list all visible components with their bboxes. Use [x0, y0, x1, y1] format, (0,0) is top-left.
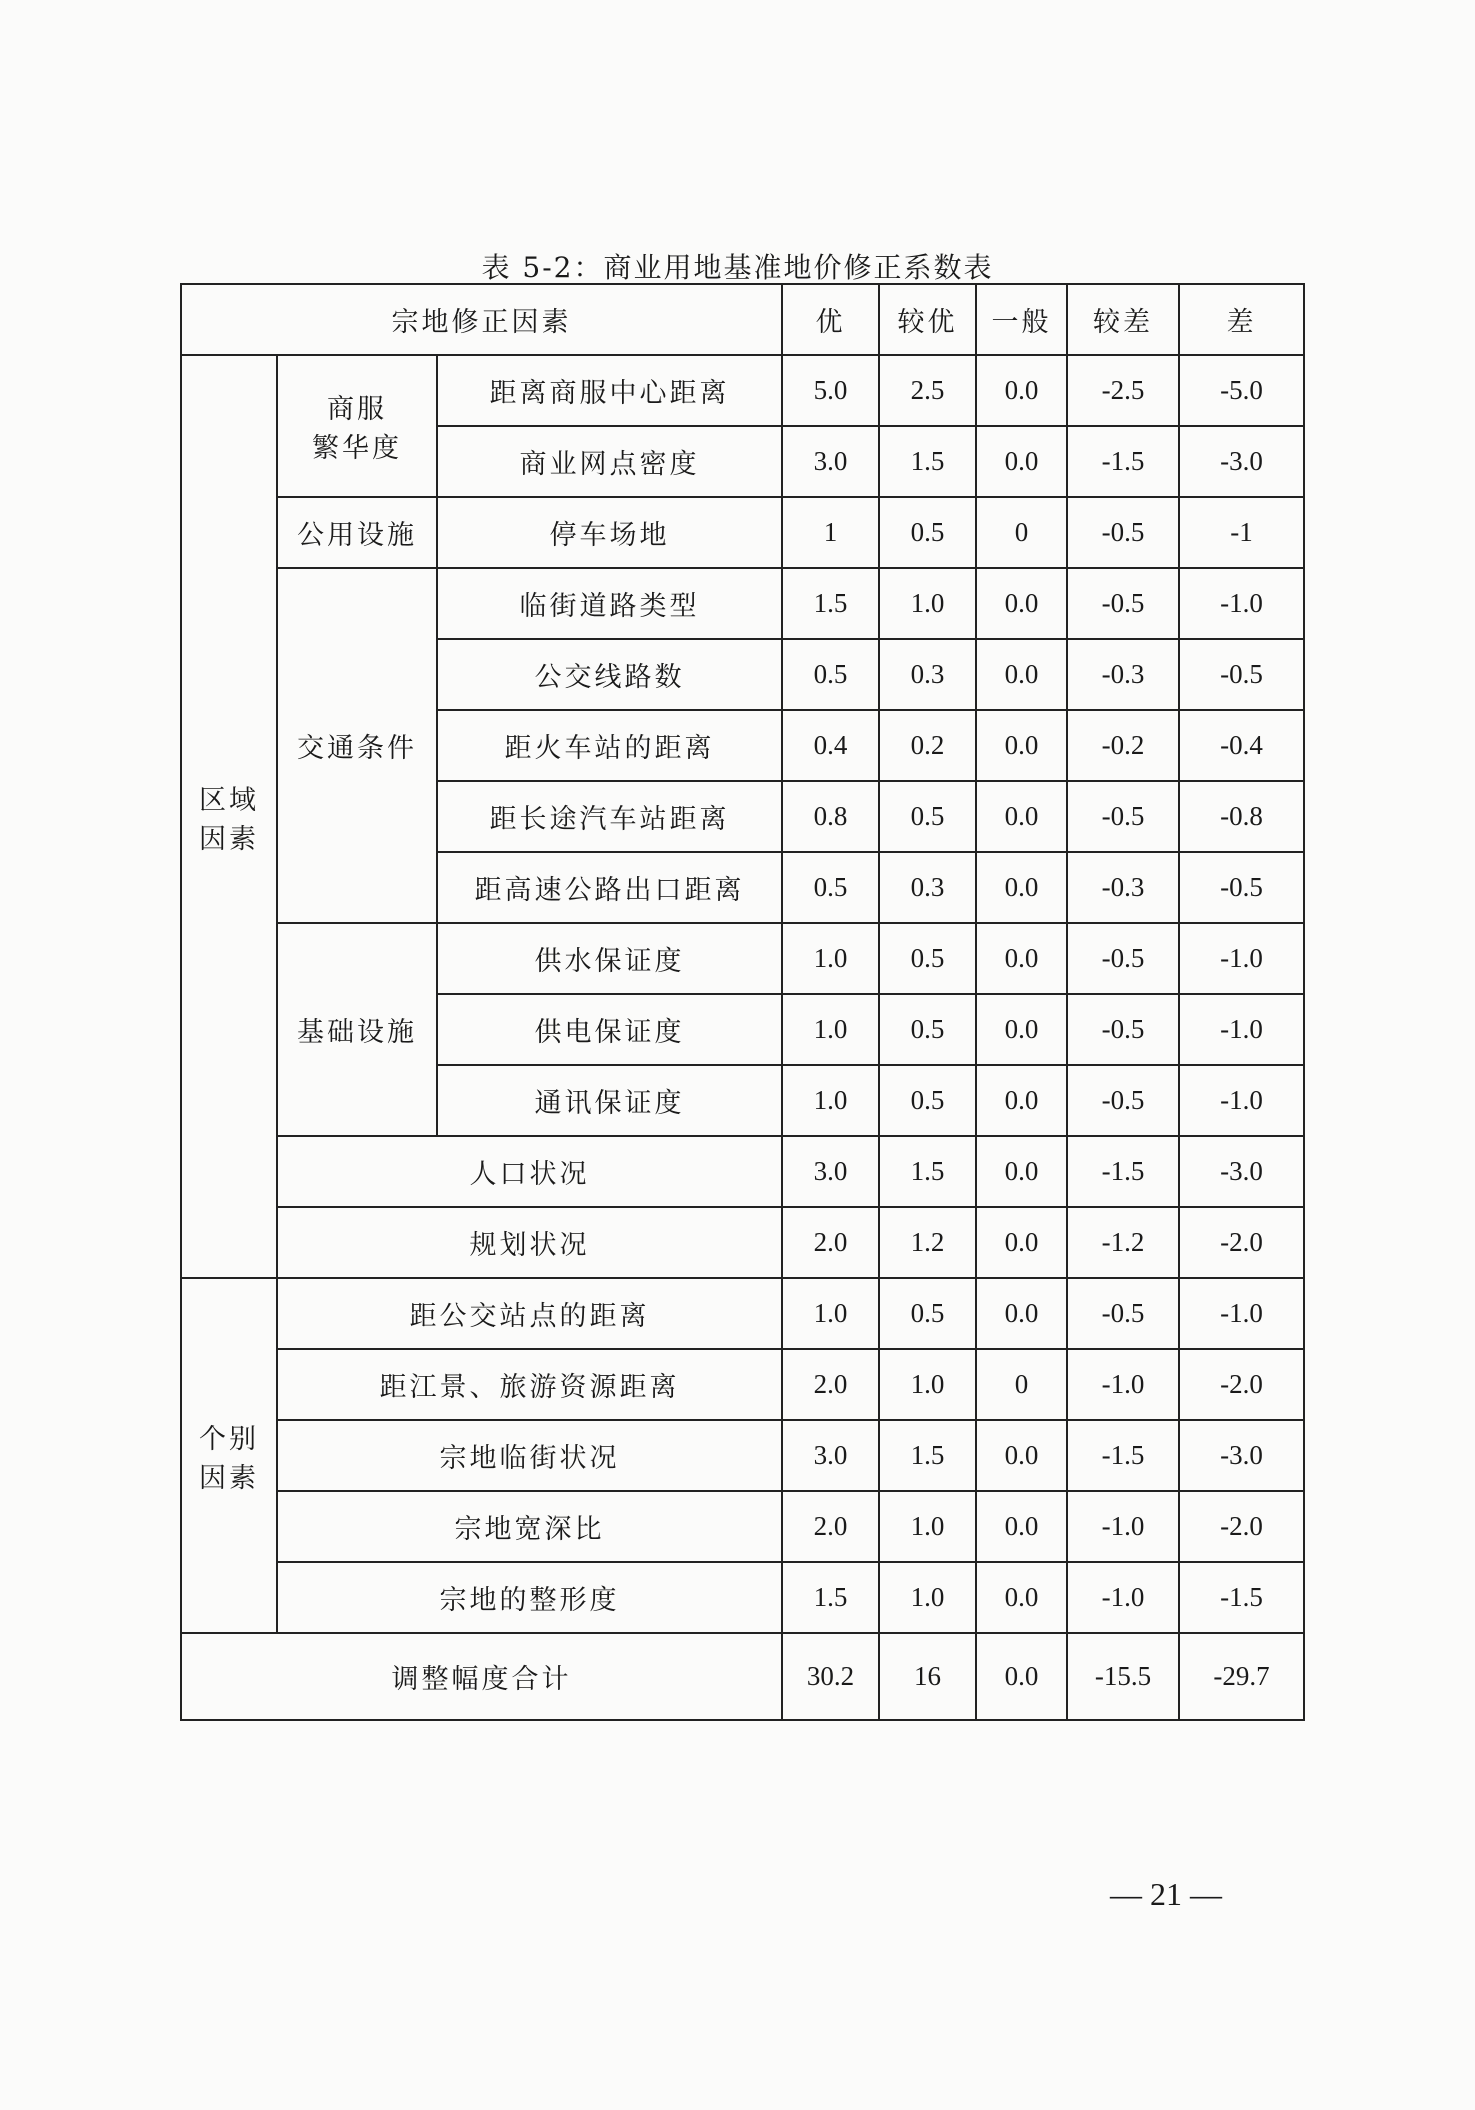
value-cell: 1.5 [879, 426, 976, 497]
value-cell: 0.0 [976, 994, 1067, 1065]
value-cell: -0.5 [1067, 923, 1179, 994]
value-cell: 0.0 [976, 1207, 1067, 1278]
header-col-2: 较优 [879, 284, 976, 355]
value-cell: -3.0 [1179, 1136, 1304, 1207]
value-cell: -1.0 [1179, 994, 1304, 1065]
value-cell: 1.5 [879, 1136, 976, 1207]
value-cell: -3.0 [1179, 426, 1304, 497]
value-cell: 0.5 [879, 1278, 976, 1349]
value-cell: 0.5 [879, 497, 976, 568]
header-col-3: 一般 [976, 284, 1067, 355]
value-cell: 0.0 [976, 1562, 1067, 1633]
value-cell: 3.0 [782, 426, 879, 497]
value-cell: -1.5 [1067, 1420, 1179, 1491]
value-cell: 1.2 [879, 1207, 976, 1278]
total-value-cell: -15.5 [1067, 1633, 1179, 1720]
value-cell: 1.5 [782, 568, 879, 639]
value-cell: -1.0 [1179, 568, 1304, 639]
value-cell: 0.0 [976, 1491, 1067, 1562]
total-value-cell: 0.0 [976, 1633, 1067, 1720]
row-label: 供水保证度 [437, 923, 782, 994]
value-cell: 0.0 [976, 1420, 1067, 1491]
table-row [181, 568, 1304, 639]
row-label: 距公交站点的距离 [277, 1278, 782, 1349]
value-cell: -2.0 [1179, 1349, 1304, 1420]
row-label: 人口状况 [277, 1136, 782, 1207]
value-cell: 1.0 [879, 1562, 976, 1633]
total-label: 调整幅度合计 [181, 1633, 782, 1720]
value-cell: 1.0 [879, 1491, 976, 1562]
value-cell: -0.8 [1179, 781, 1304, 852]
value-cell: 1.0 [782, 1065, 879, 1136]
header-col-4: 较差 [1067, 284, 1179, 355]
value-cell: -0.5 [1179, 639, 1304, 710]
table-row [181, 497, 1304, 568]
header-row [181, 284, 1304, 355]
value-cell: -0.2 [1067, 710, 1179, 781]
value-cell: -0.3 [1067, 852, 1179, 923]
value-cell: 0 [976, 497, 1067, 568]
value-cell: 0.0 [976, 710, 1067, 781]
value-cell: 1.5 [879, 1420, 976, 1491]
row-label: 供电保证度 [437, 994, 782, 1065]
group-regional: 区域 因素 [181, 355, 277, 1278]
group-individual: 个别 因素 [181, 1278, 277, 1633]
value-cell: -1.5 [1067, 1136, 1179, 1207]
page-number: — 21 — [1110, 1876, 1222, 1912]
total-value-cell: -29.7 [1179, 1633, 1304, 1720]
table-row [181, 1136, 1304, 1207]
subgroup-infra: 基础设施 [277, 923, 437, 1136]
value-cell: -0.5 [1067, 568, 1179, 639]
row-label: 距火车站的距离 [437, 710, 782, 781]
value-cell: -1.0 [1067, 1349, 1179, 1420]
value-cell: -2.0 [1179, 1491, 1304, 1562]
row-label: 距离商服中心距离 [437, 355, 782, 426]
total-row [181, 1633, 1304, 1720]
value-cell: -1.0 [1179, 1065, 1304, 1136]
value-cell: 0.2 [879, 710, 976, 781]
row-label: 停车场地 [437, 497, 782, 568]
table-caption: 表 5-2：商业用地基准地价修正系数表 [481, 251, 994, 284]
value-cell: 0.0 [976, 639, 1067, 710]
value-cell: 0 [976, 1349, 1067, 1420]
value-cell: -1 [1179, 497, 1304, 568]
value-cell: 0.0 [976, 781, 1067, 852]
value-cell: 5.0 [782, 355, 879, 426]
row-label: 距江景、旅游资源距离 [277, 1349, 782, 1420]
value-cell: -2.0 [1179, 1207, 1304, 1278]
header-col-1: 优 [782, 284, 879, 355]
value-cell: 3.0 [782, 1420, 879, 1491]
value-cell: 0.0 [976, 1278, 1067, 1349]
value-cell: -1.0 [1067, 1562, 1179, 1633]
value-cell: 0.0 [976, 1136, 1067, 1207]
value-cell: 1 [782, 497, 879, 568]
value-cell: -0.4 [1179, 710, 1304, 781]
value-cell: 0.0 [976, 355, 1067, 426]
value-cell: -0.5 [1067, 1065, 1179, 1136]
value-cell: 2.5 [879, 355, 976, 426]
row-label: 公交线路数 [437, 639, 782, 710]
table-row [181, 1207, 1304, 1278]
table-row [181, 923, 1304, 994]
subgroup-public: 公用设施 [277, 497, 437, 568]
value-cell: 0.5 [879, 923, 976, 994]
table-row [181, 1278, 1304, 1349]
header-factor: 宗地修正因素 [181, 284, 782, 355]
value-cell: 2.0 [782, 1207, 879, 1278]
value-cell: 0.3 [879, 852, 976, 923]
value-cell: 0.0 [976, 568, 1067, 639]
value-cell: -1.5 [1067, 426, 1179, 497]
value-cell: 0.5 [782, 852, 879, 923]
value-cell: -1.0 [1179, 1278, 1304, 1349]
value-cell: -1.2 [1067, 1207, 1179, 1278]
header-col-5: 差 [1179, 284, 1304, 355]
subgroup-traffic: 交通条件 [277, 568, 437, 923]
value-cell: 0.8 [782, 781, 879, 852]
table-row [181, 1349, 1304, 1420]
row-label: 宗地宽深比 [277, 1491, 782, 1562]
correction-coefficient-table [180, 283, 1305, 1721]
value-cell: 1.0 [879, 1349, 976, 1420]
value-cell: 0.5 [879, 1065, 976, 1136]
value-cell: 0.5 [782, 639, 879, 710]
value-cell: -0.3 [1067, 639, 1179, 710]
total-value-cell: 30.2 [782, 1633, 879, 1720]
value-cell: -3.0 [1179, 1420, 1304, 1491]
value-cell: -1.0 [1067, 1491, 1179, 1562]
value-cell: -0.5 [1067, 497, 1179, 568]
value-cell: 0.3 [879, 639, 976, 710]
value-cell: 0.0 [976, 852, 1067, 923]
value-cell: -0.5 [1067, 1278, 1179, 1349]
total-value-cell: 16 [879, 1633, 976, 1720]
value-cell: 0.0 [976, 1065, 1067, 1136]
value-cell: 2.0 [782, 1349, 879, 1420]
table-row [181, 1562, 1304, 1633]
value-cell: 1.0 [782, 923, 879, 994]
table-row [181, 1420, 1304, 1491]
value-cell: 0.0 [976, 426, 1067, 497]
row-label: 宗地的整形度 [277, 1562, 782, 1633]
row-label: 宗地临街状况 [277, 1420, 782, 1491]
value-cell: -0.5 [1067, 781, 1179, 852]
value-cell: 0.0 [976, 923, 1067, 994]
row-label: 通讯保证度 [437, 1065, 782, 1136]
value-cell: 3.0 [782, 1136, 879, 1207]
value-cell: -1.5 [1179, 1562, 1304, 1633]
subgroup-commerce: 商服 繁华度 [277, 355, 437, 497]
value-cell: 1.0 [879, 568, 976, 639]
value-cell: 1.0 [782, 994, 879, 1065]
value-cell: 1.5 [782, 1562, 879, 1633]
value-cell: -1.0 [1179, 923, 1304, 994]
value-cell: -2.5 [1067, 355, 1179, 426]
value-cell: -0.5 [1067, 994, 1179, 1065]
value-cell: 0.4 [782, 710, 879, 781]
value-cell: 2.0 [782, 1491, 879, 1562]
row-label: 距高速公路出口距离 [437, 852, 782, 923]
row-label: 临街道路类型 [437, 568, 782, 639]
value-cell: -0.5 [1179, 852, 1304, 923]
value-cell: -5.0 [1179, 355, 1304, 426]
row-label: 距长途汽车站距离 [437, 781, 782, 852]
row-label: 规划状况 [277, 1207, 782, 1278]
value-cell: 0.5 [879, 994, 976, 1065]
table-row [181, 355, 1304, 426]
value-cell: 0.5 [879, 781, 976, 852]
table-row [181, 1491, 1304, 1562]
value-cell: 1.0 [782, 1278, 879, 1349]
row-label: 商业网点密度 [437, 426, 782, 497]
